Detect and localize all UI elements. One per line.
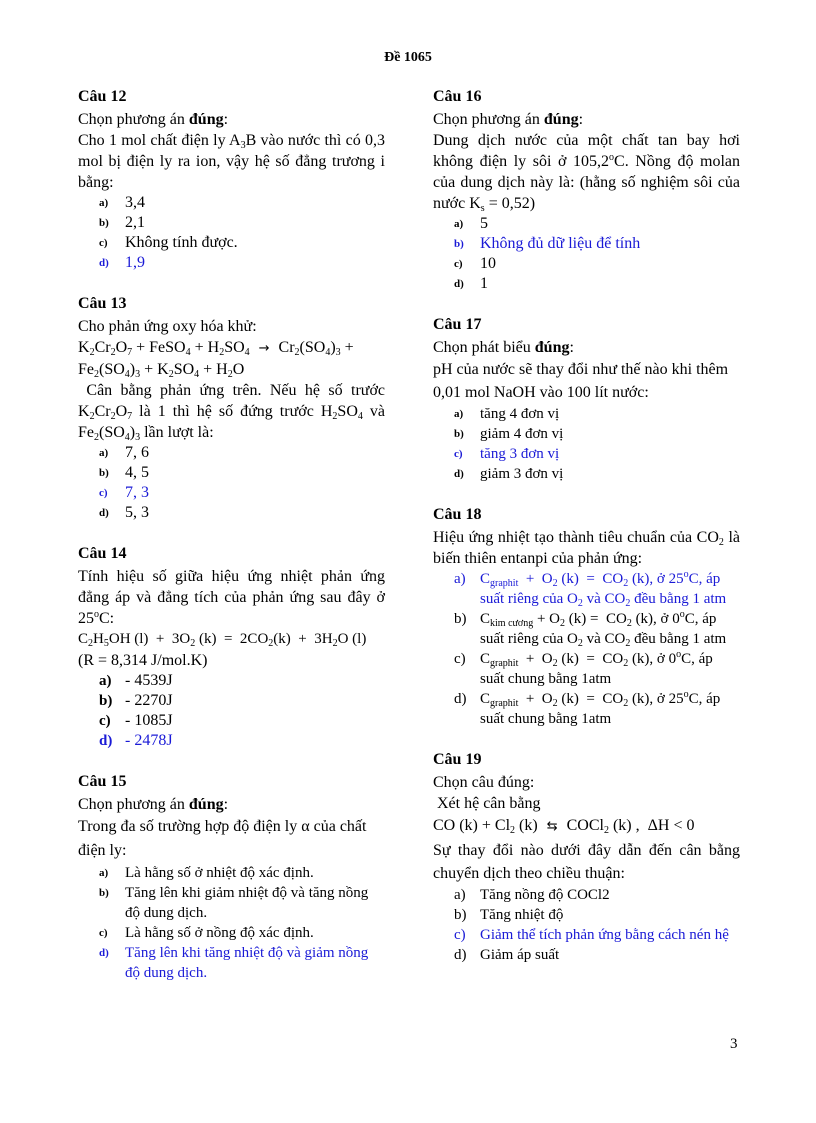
question-body: Dung dịch nước của một chất tan bay hơi không điện ly sôi ở 105,2$^o$C. Nồng độ molan của dung dịch này là: (hằng số nghiệm sôi của nước $K_s = 0,52$) bbox=[433, 132, 741, 214]
reaction-equation: $C_2H_5OH$ $(l) + 3O_2$ $(k) = 2CO_2(k) + 3H_2O$ (l) bbox=[78, 631, 367, 649]
option-c[interactable]: c) - 1085J bbox=[99, 712, 173, 729]
question-body: Sự thay đổi nào dưới đây dẫn đến cân bằng chuyển dịch theo chiều thuận: bbox=[433, 842, 740, 882]
option-b[interactable]: b) Tăng lên khi giảm nhiệt độ và tăng nồng độ dung dịch. bbox=[99, 885, 369, 921]
option-c[interactable]: c) Là hằng số ở nồng độ xác định. bbox=[99, 925, 314, 941]
option-a[interactable]: a) tăng 4 đơn vị bbox=[454, 406, 560, 422]
option-d-answer[interactable]: d) Tăng lên khi tăng nhiệt độ và giảm nồng độ dung dịch. bbox=[99, 945, 369, 981]
option-list bbox=[78, 863, 385, 983]
option-list bbox=[433, 569, 740, 729]
option-a[interactable]: a) 5 bbox=[454, 215, 488, 232]
question-14 bbox=[78, 543, 385, 751]
option-a[interactable]: a) Là hằng số ở nhiệt độ xác định. bbox=[99, 865, 314, 881]
option-list bbox=[433, 214, 740, 294]
option-list bbox=[433, 885, 740, 965]
option-b[interactable]: b) - 2270J bbox=[99, 692, 173, 709]
question-body: pH của nước sẽ thay đổi như thế nào khi thêm 0,01 mol NaOH vào 100 lít nước: bbox=[433, 361, 729, 401]
option-d-answer[interactable]: d) - 2478J bbox=[99, 732, 173, 749]
question-19 bbox=[433, 749, 740, 965]
question-instruction: Chọn phương án đúng: bbox=[78, 111, 229, 128]
question-title: Câu 16 bbox=[433, 88, 482, 105]
right-column bbox=[433, 86, 740, 985]
question-body: Hiệu ứng nhiệt tạo thành tiêu chuẩn của $CO_2$ là biến thiên entanpi của phản ứng: bbox=[433, 529, 741, 567]
question-18 bbox=[433, 504, 740, 729]
question-title: Câu 15 bbox=[78, 773, 127, 790]
question-intro: Cho phản ứng oxy hóa khử: bbox=[78, 318, 257, 335]
option-c[interactable]: c) $C_{graphit} + O_2$ $(k) = CO_2$ (k), ở 0$^o$C, áp suất chung bằng 1atm bbox=[454, 649, 713, 687]
option-list bbox=[78, 671, 385, 751]
option-c-answer[interactable]: c) Giảm thể tích phản ứng bằng cách nén hệ bbox=[454, 927, 729, 943]
question-body: Cho 1 mol chất điện ly $A_3B$ vào nước thì có 0,3 mol bị điện ly ra ion, vậy hệ số đẳng trương i bằng: bbox=[78, 132, 386, 191]
question-body: Trong đa số trường hợp độ điện ly α của chất điện ly: bbox=[78, 818, 367, 859]
option-list bbox=[78, 443, 385, 523]
question-title: Câu 17 bbox=[433, 316, 482, 333]
question-instruction: Chọn câu đúng: bbox=[433, 774, 535, 791]
question-15 bbox=[78, 771, 385, 983]
option-a[interactable]: a) Tăng nồng độ COCl2 bbox=[454, 887, 610, 903]
gas-constant: (R = 8,314 J/mol.K) bbox=[78, 652, 208, 669]
option-c-answer[interactable]: c) 7, 3 bbox=[99, 484, 149, 501]
option-list bbox=[78, 193, 385, 273]
option-b[interactable]: b) giảm 4 đơn vị bbox=[454, 426, 564, 442]
question-body: Cân bằng phản ứng trên. Nếu hệ số trước $K_2Cr_2O_7$ là 1 thì hệ số đứng trước $H_2SO_4$ và $Fe_2(SO_4)_3$ lần lượt là: bbox=[78, 382, 386, 443]
question-13 bbox=[78, 293, 385, 523]
option-a[interactable]: a) 7, 6 bbox=[99, 444, 149, 461]
page-title: Đề 1065 bbox=[384, 50, 432, 65]
option-b[interactable]: b) $C_{kim cương} + O_2$ $(k) = CO_2$ (k), ở 0$^o$C, áp suất riêng của $O_2$ và $CO_2$ đều bằng 1 atm bbox=[454, 609, 727, 649]
option-d[interactable]: d) 1 bbox=[454, 275, 488, 292]
option-a[interactable]: a) - 4539J bbox=[99, 672, 173, 689]
option-d-answer[interactable]: d) 1,9 bbox=[99, 254, 145, 271]
option-list bbox=[433, 404, 740, 484]
option-c-answer[interactable]: c) tăng 3 đơn vị bbox=[454, 446, 560, 462]
option-d[interactable]: d) 5, 3 bbox=[99, 504, 149, 521]
left-column bbox=[78, 86, 385, 1003]
equilibrium-equation: CO $(k) + Cl_2$ (k) ⇆ COCl$_2$ (k) , ΔH < 0 bbox=[433, 817, 695, 836]
option-d[interactable]: d) giảm 3 đơn vị bbox=[454, 466, 564, 482]
option-a-answer[interactable]: a) $C_{graphit} + O_2$ $(k) = CO_2$ (k), ở 25$^o$C, áp suất riêng của $O_2$ và $CO_2$ đều bằng 1 atm bbox=[454, 569, 727, 609]
option-b-answer[interactable]: b) Không đủ dữ liệu để tính bbox=[454, 235, 641, 252]
question-title: Câu 12 bbox=[78, 88, 127, 105]
question-12 bbox=[78, 86, 385, 273]
page-number: 3 bbox=[730, 1036, 738, 1052]
question-17 bbox=[433, 314, 740, 484]
question-title: Câu 19 bbox=[433, 751, 482, 768]
question-title: Câu 13 bbox=[78, 295, 127, 312]
option-d[interactable]: d) $C_{graphit} + O_2$ $(k) = CO_2$ (k), ở 25$^o$C, áp suất chung bằng 1atm bbox=[454, 689, 721, 727]
reaction-equation: $K_2Cr_2O_7$ + FeSO$_4$ + $H_2SO_4 \to Cr_2(SO_4)_3$ + $Fe_2(SO_4)_3 + K_2SO_4 + H_2O$ bbox=[78, 339, 354, 380]
option-a[interactable]: a) 3,4 bbox=[99, 194, 145, 211]
question-body: Tính hiệu số giữa hiệu ứng nhiệt phản ứng đẳng áp và đẳng tích của phản ứng sau đây ở 25$^o$C: bbox=[78, 568, 385, 627]
option-d[interactable]: d) Giảm áp suất bbox=[454, 947, 560, 963]
question-intro: Xét hệ cân bằng bbox=[437, 795, 541, 812]
option-c[interactable]: c) 10 bbox=[454, 255, 496, 272]
option-c[interactable]: c) Không tính được. bbox=[99, 234, 238, 251]
question-instruction: Chọn phương án đúng: bbox=[78, 796, 229, 813]
question-instruction: Chọn phương án đúng: bbox=[433, 111, 584, 128]
question-title: Câu 14 bbox=[78, 545, 127, 562]
question-16 bbox=[433, 86, 740, 294]
question-title: Câu 18 bbox=[433, 506, 482, 523]
option-b[interactable]: b) 4, 5 bbox=[99, 464, 149, 481]
question-instruction: Chọn phát biểu đúng: bbox=[433, 339, 574, 356]
option-b[interactable]: b) Tăng nhiệt độ bbox=[454, 907, 564, 923]
option-b[interactable]: b) 2,1 bbox=[99, 214, 145, 231]
